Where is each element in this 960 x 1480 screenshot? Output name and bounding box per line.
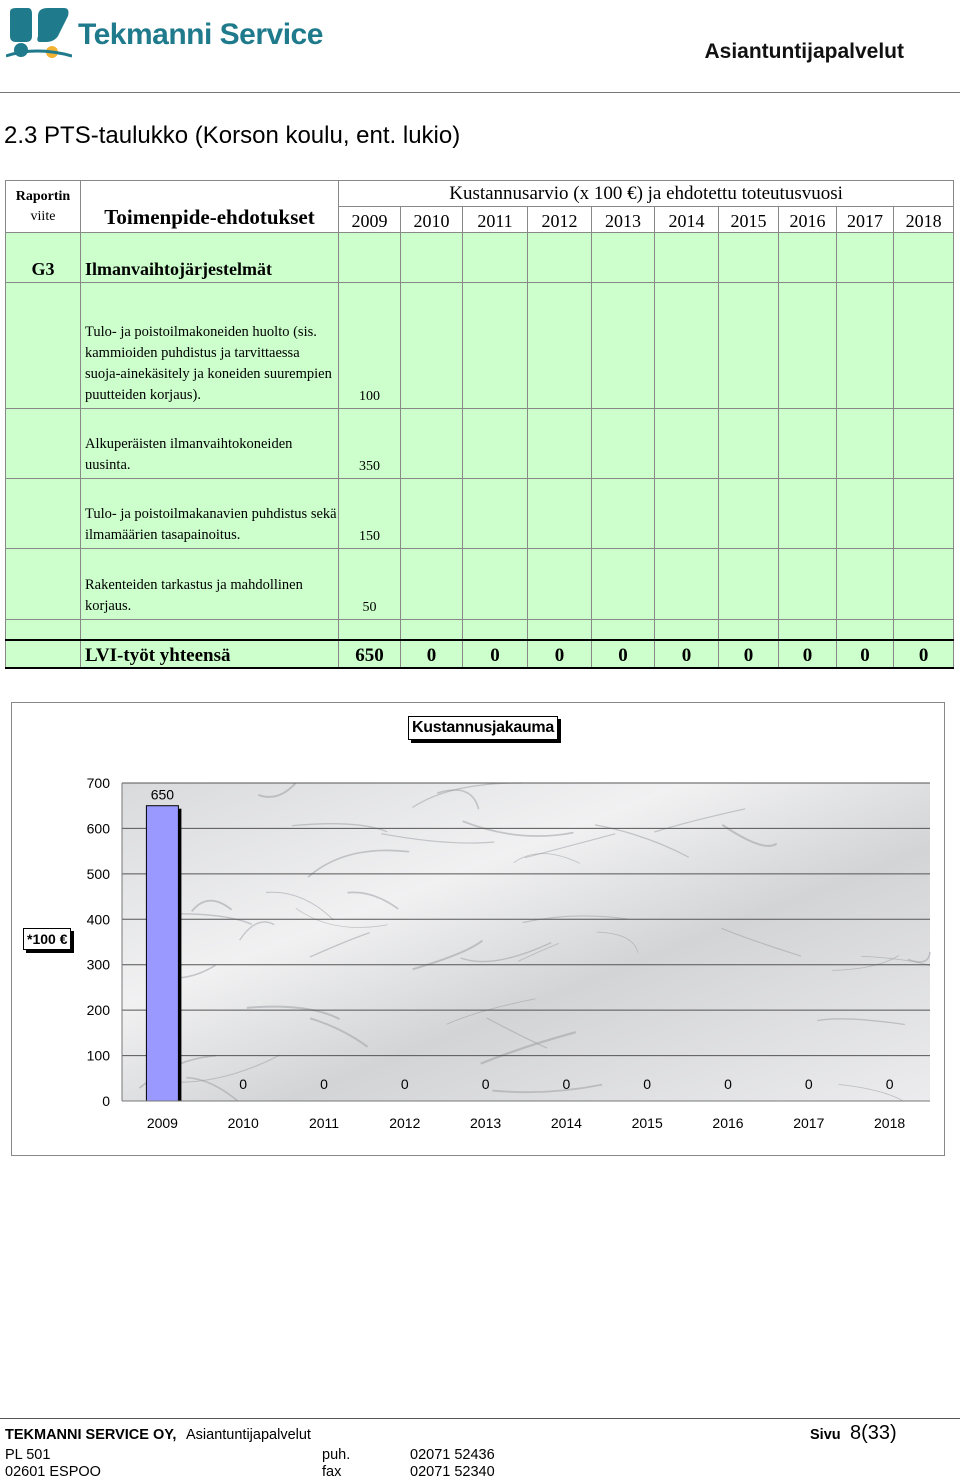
company-logo — [6, 6, 346, 60]
x-tick-label: 2010 — [227, 1115, 259, 1131]
row-value-2009: 350 — [339, 409, 401, 479]
y-tick-label: 0 — [102, 1093, 110, 1109]
total-value: 0 — [528, 640, 592, 668]
header-department: Asiantuntijapalvelut — [704, 40, 904, 63]
total-value: 0 — [719, 640, 779, 668]
bar — [146, 806, 178, 1101]
year-header: 2016 — [779, 207, 837, 233]
total-value: 0 — [837, 640, 894, 668]
row-value-2009: 50 — [339, 549, 401, 620]
actions-column-header: Toimenpide-ehdotukset — [81, 181, 339, 233]
year-header: 2011 — [463, 207, 528, 233]
page-footer — [0, 1414, 960, 1480]
row-value-2009: 150 — [339, 479, 401, 549]
y-tick-label: 200 — [86, 1002, 110, 1019]
chart-title: Kustannusjakauma — [408, 716, 558, 740]
footer-divider — [0, 1418, 960, 1419]
y-axis-unit-label: *100 € — [23, 928, 71, 950]
total-row — [6, 640, 954, 668]
total-label: LVI-työt yhteensä — [81, 640, 339, 668]
data-label: 0 — [400, 1076, 409, 1092]
x-tick-label: 2015 — [631, 1115, 663, 1131]
footer-department: Asiantuntijapalvelut — [186, 1427, 311, 1443]
chart-canvas — [12, 703, 944, 1155]
year-header: 2015 — [719, 207, 779, 233]
year-header: 2010 — [401, 207, 463, 233]
footer-address-line1: PL 501 — [5, 1447, 51, 1463]
group-row — [6, 233, 954, 283]
footer-address-line2: 02601 ESPOO — [5, 1464, 101, 1480]
x-tick-label: 2013 — [470, 1115, 502, 1131]
group-ref: G3 — [6, 233, 81, 283]
year-header: 2014 — [655, 207, 719, 233]
ref-column-header — [6, 181, 81, 233]
footer-page-number: 8(33) — [850, 1422, 897, 1444]
company-name: Tekmanni Service — [78, 18, 323, 51]
footer-page-label: Sivu — [810, 1427, 841, 1443]
row-value-2009: 100 — [339, 283, 401, 409]
y-tick-label: 700 — [86, 775, 110, 791]
section-title: 2.3 PTS-taulukko (Korson koulu, ent. lukio) — [4, 122, 461, 149]
y-tick-label: 400 — [86, 911, 110, 928]
logo-mark-icon — [6, 6, 72, 60]
header-divider — [0, 92, 960, 93]
x-tick-label: 2012 — [389, 1115, 421, 1131]
data-label: 0 — [481, 1076, 490, 1092]
total-value: 0 — [779, 640, 837, 668]
group-title: Ilmanvaihtojärjestelmät — [81, 233, 339, 283]
footer-phone: 02071 52436 — [410, 1447, 495, 1463]
total-value: 0 — [463, 640, 528, 668]
data-label: 0 — [643, 1076, 652, 1092]
row-description: Rakenteiden tarkastus ja mahdollinen korjaus. — [81, 549, 339, 620]
x-tick-label: 2014 — [550, 1115, 582, 1131]
table-row — [6, 283, 954, 409]
y-tick-label: 500 — [86, 865, 110, 882]
year-header: 2013 — [592, 207, 655, 233]
data-label: 0 — [724, 1076, 732, 1092]
year-header: 2018 — [894, 207, 954, 233]
data-label: 0 — [562, 1076, 571, 1092]
total-value: 0 — [592, 640, 655, 668]
x-tick-label: 2011 — [308, 1115, 340, 1131]
plot-area — [122, 783, 930, 1101]
row-description: Tulo- ja poistoilmakoneiden huolto (sis. kammioiden puhdistus ja tarvittaessa suoja-ainekäsitely ja koneiden suurempien puutteiden korjaus). — [81, 283, 339, 409]
cost-header: Kustannusarvio (x 100 €) ja ehdotettu toteutusvuosi — [339, 181, 954, 207]
data-label: 650 — [150, 786, 175, 803]
x-tick-label: 2016 — [712, 1115, 744, 1131]
table-row — [6, 479, 954, 549]
table-row — [6, 409, 954, 479]
total-value: 0 — [894, 640, 954, 668]
year-header: 2017 — [837, 207, 894, 233]
ref-header-line2: viite — [30, 208, 56, 224]
ref-header-line1: Raportin — [15, 188, 71, 204]
page-header — [0, 0, 960, 94]
footer-fax: 02071 52340 — [410, 1464, 495, 1480]
y-tick-label: 300 — [86, 956, 110, 973]
x-tick-label: 2018 — [874, 1115, 906, 1131]
total-value: 0 — [655, 640, 719, 668]
data-label: 0 — [239, 1076, 248, 1092]
data-label: 0 — [804, 1076, 813, 1092]
pts-table — [5, 180, 954, 669]
y-tick-label: 100 — [86, 1047, 110, 1064]
year-header: 2012 — [528, 207, 592, 233]
data-label: 0 — [885, 1076, 894, 1092]
footer-phone-label: puh. — [322, 1447, 351, 1463]
row-description: Tulo- ja poistoilmakanavien puhdistus sekä ilmamäärien tasapainoitus. — [81, 479, 339, 549]
total-value: 0 — [401, 640, 463, 668]
x-tick-label: 2009 — [146, 1115, 178, 1131]
row-description: Alkuperäisten ilmanvaihtokoneiden uusinta. — [81, 409, 339, 479]
y-tick-label: 600 — [86, 820, 110, 837]
x-tick-label: 2017 — [793, 1115, 825, 1131]
year-header: 2009 — [339, 207, 401, 233]
cost-chart — [11, 702, 945, 1156]
footer-company: TEKMANNI SERVICE OY, — [5, 1427, 177, 1443]
total-value: 650 — [339, 640, 401, 668]
footer-fax-label: fax — [322, 1464, 342, 1480]
spacer-row — [6, 620, 954, 640]
table-row — [6, 549, 954, 620]
data-label: 0 — [320, 1076, 328, 1092]
